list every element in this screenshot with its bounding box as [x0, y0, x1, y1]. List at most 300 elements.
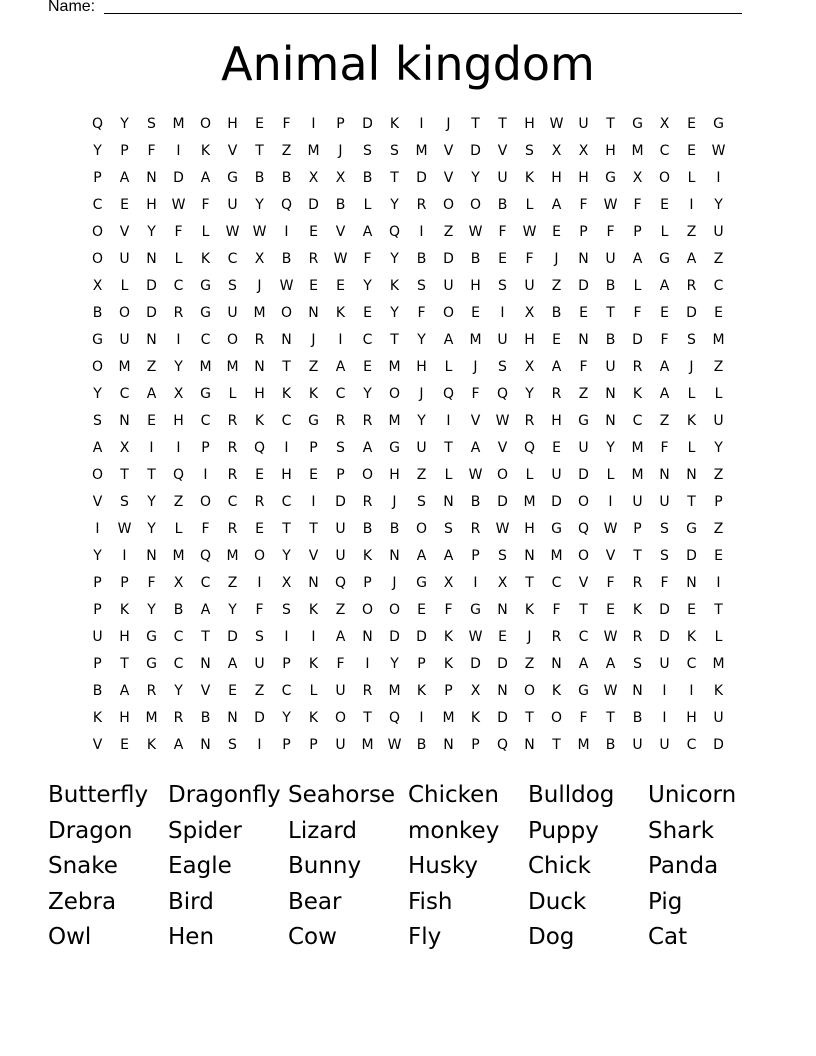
grid-letter: S — [417, 494, 426, 510]
grid-letter: D — [173, 170, 184, 186]
grid-letter: Y — [390, 197, 399, 213]
grid-letter: Y — [93, 548, 102, 564]
grid-letter: O — [361, 467, 374, 483]
grid-letter: D — [146, 305, 157, 321]
grid-letter: W — [603, 197, 618, 213]
grid-letter: C — [173, 278, 184, 294]
grid-letter: Y — [147, 602, 156, 618]
grid-letter: O — [577, 494, 590, 510]
grid-letter: M — [172, 116, 185, 132]
grid-letter: I — [95, 521, 100, 537]
grid-letter: A — [659, 359, 670, 375]
grid-letter: N — [497, 602, 508, 618]
grid-letter: N — [524, 737, 535, 753]
grid-letter: U — [227, 197, 238, 213]
grid-letter: L — [201, 224, 210, 240]
grid-letter: R — [227, 413, 238, 429]
grid-letter: H — [119, 710, 130, 726]
grid-letter: L — [687, 386, 696, 402]
grid-letter: I — [311, 494, 316, 510]
grid-letter: A — [659, 278, 670, 294]
grid-letter: X — [578, 143, 589, 159]
grid-letter: C — [578, 629, 589, 645]
grid-letter: X — [173, 386, 184, 402]
grid-letter: H — [578, 170, 589, 186]
grid-letter: G — [713, 116, 724, 132]
grid-letter: A — [200, 170, 211, 186]
grid-letter: I — [716, 575, 721, 591]
grid-letter: L — [174, 251, 183, 267]
grid-letter: H — [416, 359, 427, 375]
word-list-item: monkey — [408, 817, 500, 844]
grid-letter: T — [390, 332, 399, 348]
grid-letter: Y — [228, 602, 237, 618]
letter-grid — [84, 111, 734, 759]
grid-letter: V — [92, 494, 103, 510]
grid-letter: F — [147, 143, 156, 159]
grid-row — [84, 516, 734, 543]
grid-letter: A — [200, 602, 211, 618]
grid-letter: J — [311, 332, 316, 348]
grid-letter: X — [659, 116, 670, 132]
grid-letter: Z — [227, 575, 238, 591]
grid-letter: A — [443, 332, 454, 348]
grid-letter: T — [444, 440, 453, 456]
grid-letter: N — [632, 683, 643, 699]
grid-letter: I — [446, 413, 451, 429]
grid-letter: B — [416, 737, 427, 753]
grid-row — [84, 705, 734, 732]
grid-letter: M — [253, 305, 266, 321]
grid-letter: L — [174, 521, 183, 537]
grid-letter: G — [146, 629, 157, 645]
grid-letter: X — [254, 251, 265, 267]
grid-letter: Q — [523, 440, 536, 456]
grid-letter: K — [146, 737, 157, 753]
grid-letter: N — [146, 170, 157, 186]
grid-letter: I — [257, 575, 262, 591]
grid-letter: V — [443, 170, 454, 186]
grid-letter: K — [524, 602, 535, 618]
grid-letter: W — [468, 467, 483, 483]
grid-letter: W — [252, 224, 267, 240]
grid-letter: O — [388, 386, 401, 402]
grid-letter: O — [550, 710, 563, 726]
grid-letter: Z — [659, 413, 670, 429]
grid-letter: G — [227, 170, 238, 186]
grid-letter: X — [497, 575, 508, 591]
grid-letter: G — [200, 305, 211, 321]
grid-letter: J — [338, 143, 343, 159]
grid-letter: Z — [146, 359, 157, 375]
grid-letter: U — [605, 251, 616, 267]
grid-letter: U — [497, 332, 508, 348]
grid-letter: U — [443, 278, 454, 294]
grid-letter: I — [203, 467, 208, 483]
grid-letter: N — [281, 332, 292, 348]
grid-letter: K — [92, 710, 103, 726]
grid-letter: T — [633, 548, 642, 564]
grid-letter: X — [551, 143, 562, 159]
grid-letter: V — [119, 224, 130, 240]
grid-letter: A — [362, 224, 373, 240]
grid-letter: L — [444, 359, 453, 375]
grid-letter: W — [468, 629, 483, 645]
grid-letter: T — [120, 656, 129, 672]
grid-letter: X — [443, 575, 454, 591]
grid-letter: L — [633, 278, 642, 294]
grid-letter: Y — [606, 440, 615, 456]
grid-letter: F — [201, 197, 210, 213]
grid-letter: T — [363, 710, 372, 726]
grid-letter: K — [389, 278, 400, 294]
grid-letter: D — [362, 116, 373, 132]
grid-letter: O — [469, 197, 482, 213]
grid-letter: P — [309, 440, 318, 456]
grid-letter: G — [659, 251, 670, 267]
grid-letter: A — [470, 440, 481, 456]
grid-letter: Q — [280, 197, 293, 213]
grid-letter: G — [416, 575, 427, 591]
word-list-item: Bird — [168, 888, 214, 915]
grid-letter: S — [390, 143, 399, 159]
grid-letter: S — [93, 413, 102, 429]
grid-letter: M — [415, 143, 428, 159]
grid-letter: K — [686, 629, 697, 645]
grid-letter: F — [336, 656, 345, 672]
grid-letter: S — [687, 332, 696, 348]
grid-letter: P — [633, 521, 642, 537]
grid-letter: K — [416, 683, 427, 699]
grid-letter: F — [660, 575, 669, 591]
grid-letter: D — [551, 494, 562, 510]
grid-letter: B — [281, 251, 292, 267]
grid-letter: H — [686, 710, 697, 726]
grid-letter: U — [92, 629, 103, 645]
word-list-item: Cat — [648, 924, 688, 950]
grid-letter: U — [659, 494, 670, 510]
grid-letter: U — [713, 224, 724, 240]
grid-letter: Z — [713, 467, 724, 483]
name-label: Name: — [48, 0, 96, 15]
grid-letter: O — [280, 305, 293, 321]
grid-letter: N — [686, 575, 697, 591]
grid-letter: P — [714, 494, 723, 510]
word-list-item: Panda — [648, 853, 719, 879]
grid-letter: P — [633, 224, 642, 240]
grid-letter: V — [92, 737, 103, 753]
grid-letter: R — [227, 440, 238, 456]
grid-letter: N — [686, 467, 697, 483]
grid-letter: A — [605, 656, 616, 672]
grid-letter: L — [606, 467, 615, 483]
grid-letter: W — [603, 629, 618, 645]
grid-letter: M — [712, 656, 725, 672]
grid-letter: Z — [308, 359, 319, 375]
grid-letter: M — [199, 359, 212, 375]
grid-letter: B — [470, 494, 481, 510]
grid-letter: T — [201, 629, 210, 645]
grid-letter: L — [660, 224, 669, 240]
grid-letter: R — [551, 386, 562, 402]
word-list-item: Shark — [648, 817, 715, 844]
grid-letter: J — [473, 359, 478, 375]
grid-letter: W — [225, 224, 240, 240]
grid-letter: D — [578, 278, 589, 294]
grid-letter: Z — [713, 251, 724, 267]
grid-letter: E — [120, 737, 129, 753]
grid-letter: I — [500, 305, 505, 321]
grid-letter: K — [470, 710, 481, 726]
grid-row — [84, 408, 734, 435]
grid-letter: I — [311, 116, 316, 132]
grid-letter: G — [389, 440, 400, 456]
grid-letter: U — [713, 413, 724, 429]
grid-letter: F — [417, 305, 426, 321]
grid-row — [84, 246, 734, 273]
grid-letter: F — [363, 251, 372, 267]
grid-letter: S — [363, 143, 372, 159]
grid-letter: I — [662, 710, 667, 726]
grid-letter: L — [714, 629, 723, 645]
grid-letter: D — [254, 710, 265, 726]
grid-letter: C — [362, 332, 373, 348]
grid-letter: Y — [390, 656, 399, 672]
grid-letter: F — [552, 602, 561, 618]
grid-letter: A — [335, 629, 346, 645]
grid-letter: T — [687, 494, 696, 510]
grid-letter: K — [524, 170, 535, 186]
grid-letter: Z — [686, 224, 697, 240]
grid-letter: K — [308, 710, 319, 726]
grid-letter: B — [92, 683, 103, 699]
grid-letter: P — [93, 602, 102, 618]
grid-letter: V — [497, 440, 508, 456]
grid-letter: T — [525, 575, 534, 591]
grid-letter: E — [552, 440, 561, 456]
grid-letter: A — [146, 386, 157, 402]
grid-letter: O — [442, 305, 455, 321]
grid-letter: N — [119, 413, 130, 429]
grid-letter: M — [388, 683, 401, 699]
grid-letter: T — [606, 116, 615, 132]
grid-letter: Z — [254, 683, 265, 699]
grid-letter: P — [120, 143, 129, 159]
grid-letter: M — [118, 359, 131, 375]
grid-letter: R — [362, 413, 373, 429]
grid-row — [84, 732, 734, 759]
grid-letter: F — [525, 251, 534, 267]
grid-letter: C — [119, 386, 130, 402]
grid-row — [84, 381, 734, 408]
grid-letter: N — [659, 467, 670, 483]
grid-letter: M — [523, 494, 536, 510]
grid-letter: F — [282, 116, 291, 132]
grid-letter: F — [444, 602, 453, 618]
word-list-item: Dog — [528, 924, 575, 950]
grid-row — [84, 327, 734, 354]
grid-letter: P — [201, 440, 210, 456]
grid-letter: E — [309, 224, 318, 240]
grid-letter: D — [578, 467, 589, 483]
grid-letter: N — [605, 413, 616, 429]
grid-letter: U — [605, 359, 616, 375]
grid-letter: L — [714, 386, 723, 402]
grid-letter: A — [551, 359, 562, 375]
grid-letter: Y — [174, 359, 183, 375]
grid-letter: B — [389, 521, 400, 537]
grid-letter: C — [551, 575, 562, 591]
grid-letter: G — [578, 413, 589, 429]
grid-letter: E — [606, 602, 615, 618]
grid-letter: T — [390, 170, 399, 186]
grid-letter: C — [659, 143, 670, 159]
grid-letter: K — [308, 386, 319, 402]
word-list-item: Zebra — [48, 888, 117, 915]
grid-letter: G — [92, 332, 103, 348]
grid-letter: I — [257, 737, 262, 753]
grid-letter: Z — [551, 278, 562, 294]
grid-letter: B — [605, 332, 616, 348]
grid-letter: R — [686, 278, 697, 294]
grid-letter: G — [308, 413, 319, 429]
grid-letter: R — [254, 494, 265, 510]
grid-letter: K — [200, 143, 211, 159]
grid-letter: L — [687, 440, 696, 456]
grid-letter: K — [362, 548, 373, 564]
grid-letter: R — [524, 413, 535, 429]
grid-letter: D — [497, 494, 508, 510]
grid-letter: Z — [335, 602, 346, 618]
grid-letter: J — [554, 251, 559, 267]
grid-letter: U — [227, 305, 238, 321]
grid-letter: L — [120, 278, 129, 294]
grid-letter: K — [389, 116, 400, 132]
grid-letter: D — [470, 143, 481, 159]
word-list-item: Butterfly — [48, 782, 149, 808]
grid-letter: T — [255, 143, 264, 159]
grid-letter: E — [552, 224, 561, 240]
word-list-item: Chicken — [408, 782, 499, 808]
grid-letter: O — [577, 548, 590, 564]
grid-letter: W — [603, 521, 618, 537]
grid-letter: D — [686, 548, 697, 564]
grid-letter: M — [388, 413, 401, 429]
grid-letter: K — [443, 629, 454, 645]
grid-letter: I — [419, 224, 424, 240]
grid-letter: Q — [91, 116, 104, 132]
grid-letter: Z — [443, 224, 454, 240]
grid-letter: W — [603, 683, 618, 699]
grid-letter: A — [551, 197, 562, 213]
grid-letter: G — [200, 278, 211, 294]
grid-letter: I — [149, 440, 154, 456]
word-list-item: Chick — [528, 853, 591, 879]
grid-letter: S — [660, 548, 669, 564]
grid-letter: X — [92, 278, 103, 294]
grid-letter: S — [660, 521, 669, 537]
grid-letter: P — [417, 656, 426, 672]
grid-letter: N — [524, 548, 535, 564]
grid-letter: U — [416, 440, 427, 456]
grid-letter: E — [714, 548, 723, 564]
grid-letter: K — [308, 656, 319, 672]
grid-letter: D — [389, 629, 400, 645]
word-list-item: Bunny — [288, 853, 362, 879]
grid-letter: N — [443, 737, 454, 753]
grid-letter: P — [471, 548, 480, 564]
grid-letter: D — [146, 278, 157, 294]
grid-letter: A — [173, 737, 184, 753]
grid-letter: B — [200, 710, 211, 726]
grid-letter: B — [281, 170, 292, 186]
grid-letter: O — [361, 602, 374, 618]
grid-letter: C — [686, 737, 697, 753]
grid-letter: L — [525, 467, 534, 483]
grid-letter: D — [713, 737, 724, 753]
grid-letter: Y — [174, 683, 183, 699]
grid-letter: I — [284, 629, 289, 645]
name-write-line — [104, 13, 742, 14]
grid-row — [84, 192, 734, 219]
grid-letter: X — [335, 170, 346, 186]
grid-letter: K — [443, 656, 454, 672]
grid-letter: C — [686, 656, 697, 672]
grid-letter: X — [524, 305, 535, 321]
grid-letter: Q — [496, 386, 509, 402]
grid-letter: T — [606, 305, 615, 321]
grid-letter: H — [551, 170, 562, 186]
grid-letter: R — [416, 197, 427, 213]
grid-letter: F — [579, 710, 588, 726]
grid-letter: Q — [496, 737, 509, 753]
grid-letter: E — [255, 467, 264, 483]
word-list-item: Seahorse — [288, 782, 396, 808]
grid-letter: D — [308, 197, 319, 213]
grid-letter: M — [226, 548, 239, 564]
grid-letter: F — [633, 305, 642, 321]
grid-letter: Y — [417, 332, 426, 348]
grid-letter: H — [389, 467, 400, 483]
grid-letter: C — [173, 656, 184, 672]
grid-letter: Y — [282, 710, 291, 726]
grid-letter: L — [228, 386, 237, 402]
grid-letter: I — [716, 170, 721, 186]
word-list-item: Cow — [288, 924, 337, 950]
grid-letter: Z — [713, 359, 724, 375]
word-list-item: Spider — [168, 817, 242, 844]
grid-letter: Q — [334, 575, 347, 591]
grid-letter: T — [471, 116, 480, 132]
grid-letter: D — [686, 305, 697, 321]
grid-letter: F — [606, 224, 615, 240]
grid-letter: X — [524, 359, 535, 375]
grid-letter: N — [605, 386, 616, 402]
grid-letter: Y — [93, 143, 102, 159]
grid-letter: B — [416, 251, 427, 267]
grid-row — [84, 570, 734, 597]
grid-letter: F — [606, 575, 615, 591]
grid-letter: E — [552, 332, 561, 348]
grid-row — [84, 300, 734, 327]
grid-letter: O — [334, 710, 347, 726]
grid-letter: E — [363, 305, 372, 321]
grid-letter: D — [416, 170, 427, 186]
grid-letter: D — [659, 629, 670, 645]
grid-letter: O — [496, 467, 509, 483]
grid-letter: B — [632, 710, 643, 726]
grid-letter: D — [497, 656, 508, 672]
